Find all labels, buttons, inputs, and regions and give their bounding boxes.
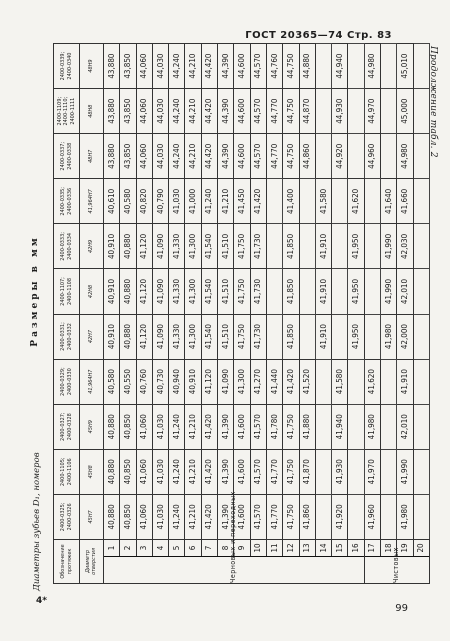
table-cell: 41,030 <box>152 404 168 449</box>
table-row <box>120 44 136 584</box>
column-designation: 2400-0329; 2400-0330 <box>54 359 80 404</box>
table-cell <box>381 134 397 179</box>
tolerance-head: Диаметр отверстия <box>80 539 104 583</box>
table-row <box>332 44 348 584</box>
continuation-label: Продолжение табл. 2 <box>428 46 438 158</box>
column-designation: 2400-1105; 2400-1106 <box>54 449 80 494</box>
table-row <box>266 44 282 584</box>
table-cell: 42,010 <box>397 404 413 449</box>
table-cell: 41,580 <box>332 359 348 404</box>
page-mark: 4* <box>36 596 47 606</box>
table-cell: 41,420 <box>201 494 217 539</box>
table-cell <box>315 449 331 494</box>
table-cell: 44,570 <box>250 44 266 89</box>
table-cell: 41,600 <box>234 494 250 539</box>
row-number: 14 <box>315 539 331 556</box>
group-label-chernovye: Черновых и переходных <box>104 556 365 583</box>
table-cell <box>266 224 282 269</box>
table-cell <box>348 449 364 494</box>
row-number: 12 <box>283 539 299 556</box>
row-number: 13 <box>299 539 315 556</box>
table-cell: 44,600 <box>234 44 250 89</box>
column-designation: 2400-0333; 2400-0334 <box>54 224 80 269</box>
table-cell <box>413 269 429 314</box>
table-cell: 41,210 <box>185 494 201 539</box>
table-cell <box>413 494 429 539</box>
table-cell: 41,390 <box>218 404 234 449</box>
row-number: 15 <box>332 539 348 556</box>
table-cell: 41,420 <box>201 449 217 494</box>
table-cell: 41,240 <box>169 494 185 539</box>
column-tolerance: 42H8 <box>80 269 104 314</box>
table-cell: 40,910 <box>104 224 120 269</box>
table-cell: 44,750 <box>283 134 299 179</box>
table-cell <box>413 359 429 404</box>
table-cell <box>348 359 364 404</box>
row-number: 5 <box>169 539 185 556</box>
table-cell <box>332 224 348 269</box>
row-number: 11 <box>266 539 282 556</box>
table-cell: 41,520 <box>299 359 315 404</box>
table-cell: 41,620 <box>348 179 364 224</box>
table-cell <box>266 314 282 359</box>
table-cell: 41,730 <box>250 224 266 269</box>
table-cell: 41,730 <box>250 314 266 359</box>
table-cell: 41,980 <box>381 314 397 359</box>
table-cell: 41,620 <box>364 359 380 404</box>
table-cell: 41,600 <box>234 404 250 449</box>
table-cell: 41,730 <box>250 269 266 314</box>
table-cell: 41,750 <box>283 404 299 449</box>
table-cell: 44,420 <box>201 44 217 89</box>
table-cell <box>381 359 397 404</box>
table-cell <box>332 269 348 314</box>
table-row <box>283 44 299 584</box>
table-cell: 44,390 <box>218 44 234 89</box>
table-cell <box>413 224 429 269</box>
table-cell: 41,660 <box>397 179 413 224</box>
table-row <box>348 44 364 584</box>
table-cell: 40,760 <box>136 359 152 404</box>
table-cell: 43,880 <box>104 44 120 89</box>
table-cell <box>299 269 315 314</box>
table-cell: 41,540 <box>201 224 217 269</box>
row-number: 1 <box>104 539 120 556</box>
column-tolerance: 41,964H7 <box>80 179 104 224</box>
table-cell: 41,950 <box>348 314 364 359</box>
table-cell: 41,930 <box>332 449 348 494</box>
table-row <box>364 44 380 584</box>
table-cell: 41,770 <box>266 494 282 539</box>
table-cell <box>299 314 315 359</box>
table-cell: 41,850 <box>283 224 299 269</box>
table-cell: 40,580 <box>120 179 136 224</box>
table-cell: 41,060 <box>136 404 152 449</box>
table-cell: 41,330 <box>169 269 185 314</box>
table-cell: 41,780 <box>266 404 282 449</box>
table-cell <box>413 404 429 449</box>
column-tolerance: 48H9 <box>80 44 104 89</box>
table-cell: 41,570 <box>250 494 266 539</box>
table-cell: 44,210 <box>185 134 201 179</box>
table-cell: 44,750 <box>283 89 299 134</box>
table-cell: 40,880 <box>104 494 120 539</box>
table-cell: 41,240 <box>201 179 217 224</box>
table-cell: 41,210 <box>218 179 234 224</box>
table-cell: 40,550 <box>120 359 136 404</box>
left-caption: Диаметры зубьев D₁, номеров <box>32 452 42 591</box>
table-cell <box>348 494 364 539</box>
table-cell: 41,910 <box>315 224 331 269</box>
table-cell: 44,030 <box>152 44 168 89</box>
table-cell: 44,210 <box>185 89 201 134</box>
table-cell: 44,930 <box>332 89 348 134</box>
table-cell <box>413 44 429 89</box>
column-tolerance: 42H9 <box>80 224 104 269</box>
table-cell: 41,990 <box>381 224 397 269</box>
table-cell: 44,420 <box>201 89 217 134</box>
table-row <box>185 44 201 584</box>
table-cell: 44,770 <box>266 134 282 179</box>
table-cell: 41,090 <box>218 359 234 404</box>
table-cell: 40,850 <box>120 404 136 449</box>
table-cell: 41,300 <box>185 224 201 269</box>
table-cell: 41,750 <box>283 494 299 539</box>
column-designation: 2400-0327; 2400-0328 <box>54 404 80 449</box>
row-number: 9 <box>234 539 250 556</box>
table-cell <box>413 134 429 179</box>
table-row <box>104 44 120 584</box>
row-number: 4 <box>152 539 168 556</box>
table-cell <box>364 269 380 314</box>
table-cell: 44,770 <box>266 89 282 134</box>
table-cell: 41,030 <box>152 494 168 539</box>
table-cell: 44,240 <box>169 44 185 89</box>
table-cell: 43,880 <box>104 134 120 179</box>
table-cell: 41,120 <box>136 314 152 359</box>
table-cell: 41,120 <box>136 269 152 314</box>
table-cell: 44,390 <box>218 134 234 179</box>
table-cell: 40,880 <box>120 269 136 314</box>
row-number: 8 <box>218 539 234 556</box>
table-cell: 40,850 <box>120 494 136 539</box>
table-cell <box>315 404 331 449</box>
table-cell <box>364 314 380 359</box>
table-cell: 41,570 <box>250 449 266 494</box>
table-cell: 41,420 <box>201 404 217 449</box>
header-row-designation <box>54 44 80 584</box>
table-cell: 41,240 <box>169 404 185 449</box>
header-row-tolerance <box>80 44 104 584</box>
table-cell: 44,600 <box>234 89 250 134</box>
table-cell: 41,770 <box>266 449 282 494</box>
table-cell: 41,750 <box>283 449 299 494</box>
table-cell: 41,880 <box>299 404 315 449</box>
table-cell: 41,090 <box>152 224 168 269</box>
table-cell: 40,580 <box>104 359 120 404</box>
table-cell: 44,600 <box>234 134 250 179</box>
table-cell: 41,910 <box>315 314 331 359</box>
table-cell: 41,300 <box>234 359 250 404</box>
table-cell: 41,920 <box>332 494 348 539</box>
table-cell: 40,910 <box>104 314 120 359</box>
table-cell: 41,000 <box>185 179 201 224</box>
table-cell: 44,880 <box>299 44 315 89</box>
table-cell: 41,910 <box>397 359 413 404</box>
table-cell: 41,570 <box>250 404 266 449</box>
table-cell: 41,960 <box>364 494 380 539</box>
table-cell: 44,970 <box>364 89 380 134</box>
table-cell: 42,000 <box>397 314 413 359</box>
table-cell: 43,850 <box>120 134 136 179</box>
table-cell <box>315 359 331 404</box>
row-number: 18 <box>381 539 397 556</box>
table-cell: 44,060 <box>136 44 152 89</box>
table-cell <box>381 494 397 539</box>
table-cell <box>266 269 282 314</box>
table-cell: 44,420 <box>201 134 217 179</box>
table-cell: 41,950 <box>348 224 364 269</box>
table-cell: 44,750 <box>283 44 299 89</box>
table-cell: 41,600 <box>234 449 250 494</box>
table-cell: 44,940 <box>332 44 348 89</box>
column-designation: 2400-0339; 2400-0340 <box>54 44 80 89</box>
table-cell: 41,090 <box>152 314 168 359</box>
table-cell: 41,090 <box>152 269 168 314</box>
column-tolerance: 42H7 <box>80 314 104 359</box>
table-cell: 41,300 <box>185 314 201 359</box>
table-cell: 41,870 <box>299 449 315 494</box>
table-cell: 41,210 <box>185 449 201 494</box>
table-row <box>381 44 397 584</box>
table-cell: 41,750 <box>234 224 250 269</box>
row-number: 2 <box>120 539 136 556</box>
table-cell <box>315 134 331 179</box>
table-title: Размеры в мм <box>30 235 40 347</box>
table-cell: 41,640 <box>381 179 397 224</box>
table-cell: 41,330 <box>169 224 185 269</box>
column-designation: 2400-1109; 2400-1110; 2400-1111 <box>54 89 80 134</box>
column-tolerance: 45H7 <box>80 494 104 539</box>
table-cell: 41,540 <box>201 269 217 314</box>
group-label-chistovye: Чистовых <box>364 556 429 583</box>
table-cell: 41,440 <box>266 359 282 404</box>
table-cell: 40,790 <box>152 179 168 224</box>
table-cell: 41,060 <box>136 449 152 494</box>
table-cell <box>413 314 429 359</box>
table-cell: 40,910 <box>104 269 120 314</box>
table-cell: 41,420 <box>250 179 266 224</box>
table-cell: 41,390 <box>218 494 234 539</box>
table-cell: 41,240 <box>169 449 185 494</box>
table-cell: 41,400 <box>283 179 299 224</box>
table-cell: 40,610 <box>104 179 120 224</box>
table-cell <box>332 179 348 224</box>
table-cell: 40,880 <box>104 449 120 494</box>
table-cell <box>315 89 331 134</box>
table-cell: 45,000 <box>397 89 413 134</box>
row-number: 19 <box>397 539 413 556</box>
table-cell: 41,580 <box>315 179 331 224</box>
row-number: 6 <box>185 539 201 556</box>
table-cell: 41,120 <box>201 359 217 404</box>
table-cell: 44,920 <box>332 134 348 179</box>
row-number: 10 <box>250 539 266 556</box>
column-tolerance: 45H9 <box>80 404 104 449</box>
table-row <box>315 44 331 584</box>
table-cell: 44,860 <box>299 134 315 179</box>
table-cell <box>332 314 348 359</box>
table-cell: 44,240 <box>169 89 185 134</box>
table-cell: 41,950 <box>348 269 364 314</box>
table-cell: 44,210 <box>185 44 201 89</box>
table-cell: 41,510 <box>218 224 234 269</box>
table-cell <box>413 449 429 494</box>
table-cell: 41,910 <box>315 269 331 314</box>
table-cell: 44,570 <box>250 89 266 134</box>
table-cell: 44,980 <box>364 44 380 89</box>
column-designation: 2400-0337; 2400-0338 <box>54 134 80 179</box>
table-cell: 40,880 <box>104 404 120 449</box>
table-cell <box>413 179 429 224</box>
table-cell: 41,300 <box>185 269 201 314</box>
table-cell: 41,980 <box>364 404 380 449</box>
table-cell <box>299 179 315 224</box>
table-cell: 41,270 <box>250 359 266 404</box>
row-number: 3 <box>136 539 152 556</box>
table-cell: 41,980 <box>397 494 413 539</box>
column-tolerance: 48H8 <box>80 89 104 134</box>
table-cell: 44,030 <box>152 89 168 134</box>
row-number: 20 <box>413 539 429 556</box>
table-cell: 41,970 <box>364 449 380 494</box>
table-row <box>397 44 413 584</box>
table-cell: 41,510 <box>218 269 234 314</box>
table-cell: 43,850 <box>120 44 136 89</box>
table-cell: 41,510 <box>218 314 234 359</box>
table-cell: 40,820 <box>136 179 152 224</box>
table-cell: 44,870 <box>299 89 315 134</box>
column-designation: 2400-1107; 2400-1108 <box>54 269 80 314</box>
designation-head: Обозначение протяжек <box>54 539 80 583</box>
table-row <box>299 44 315 584</box>
column-designation: 2400-0335; 2400-0336 <box>54 179 80 224</box>
table-cell: 41,420 <box>283 359 299 404</box>
column-designation: 2400-0325; 2400-0326 <box>54 494 80 539</box>
table-cell: 41,940 <box>332 404 348 449</box>
table-cell: 40,910 <box>185 359 201 404</box>
table-cell <box>348 134 364 179</box>
column-tolerance: 48H7 <box>80 134 104 179</box>
row-number: 17 <box>364 539 380 556</box>
table-cell: 41,390 <box>218 449 234 494</box>
table-cell: 41,750 <box>234 314 250 359</box>
table-cell: 40,880 <box>120 314 136 359</box>
table-cell: 41,330 <box>169 314 185 359</box>
table-row <box>413 44 429 584</box>
table-cell <box>381 404 397 449</box>
column-designation: 2400-0331; 2400-0332 <box>54 314 80 359</box>
table-cell: 44,570 <box>250 134 266 179</box>
table-row <box>136 44 152 584</box>
table-cell: 40,940 <box>169 359 185 404</box>
table-row <box>250 44 266 584</box>
table-row <box>169 44 185 584</box>
table-cell: 41,860 <box>299 494 315 539</box>
table-cell: 42,030 <box>397 224 413 269</box>
table-cell: 44,960 <box>364 134 380 179</box>
table-cell: 41,450 <box>234 179 250 224</box>
table-row <box>201 44 217 584</box>
table-cell: 44,060 <box>136 134 152 179</box>
dimensions-table <box>53 43 430 584</box>
table-cell <box>364 179 380 224</box>
table-cell: 44,030 <box>152 134 168 179</box>
table-cell: 41,210 <box>185 404 201 449</box>
table-cell <box>348 44 364 89</box>
table-cell <box>348 89 364 134</box>
table-cell: 41,750 <box>234 269 250 314</box>
table-cell: 41,120 <box>136 224 152 269</box>
page-number: 99 <box>395 603 408 614</box>
table-cell <box>299 224 315 269</box>
table-cell: 44,760 <box>266 44 282 89</box>
table-cell <box>315 44 331 89</box>
table-cell: 41,060 <box>136 494 152 539</box>
table-cell: 40,850 <box>120 449 136 494</box>
table-cell: 41,850 <box>283 269 299 314</box>
table-cell: 44,980 <box>397 134 413 179</box>
table-cell: 41,030 <box>152 449 168 494</box>
table-cell: 44,240 <box>169 134 185 179</box>
table-cell: 40,880 <box>120 224 136 269</box>
table-cell <box>364 224 380 269</box>
table-cell: 43,850 <box>120 89 136 134</box>
table-cell: 41,850 <box>283 314 299 359</box>
table-cell: 41,030 <box>169 179 185 224</box>
column-tolerance: 45H8 <box>80 449 104 494</box>
table-cell: 42,010 <box>397 269 413 314</box>
table-cell: 43,880 <box>104 89 120 134</box>
table-cell: 44,390 <box>218 89 234 134</box>
table-cell <box>381 449 397 494</box>
table-cell <box>381 44 397 89</box>
row-number: 16 <box>348 539 364 556</box>
table-cell <box>381 89 397 134</box>
table-cell: 40,730 <box>152 359 168 404</box>
table-cell <box>413 89 429 134</box>
table-row <box>152 44 168 584</box>
column-tolerance: 41,964H7 <box>80 359 104 404</box>
table-cell: 41,990 <box>397 449 413 494</box>
row-number: 7 <box>201 539 217 556</box>
page-header: ГОСТ 20365—74 Стр. 83 <box>245 30 392 41</box>
table-cell <box>266 179 282 224</box>
table-cell <box>315 494 331 539</box>
table-cell: 44,060 <box>136 89 152 134</box>
table-cell: 41,990 <box>381 269 397 314</box>
table-cell: 41,540 <box>201 314 217 359</box>
table-cell: 45,010 <box>397 44 413 89</box>
table-cell <box>348 404 364 449</box>
